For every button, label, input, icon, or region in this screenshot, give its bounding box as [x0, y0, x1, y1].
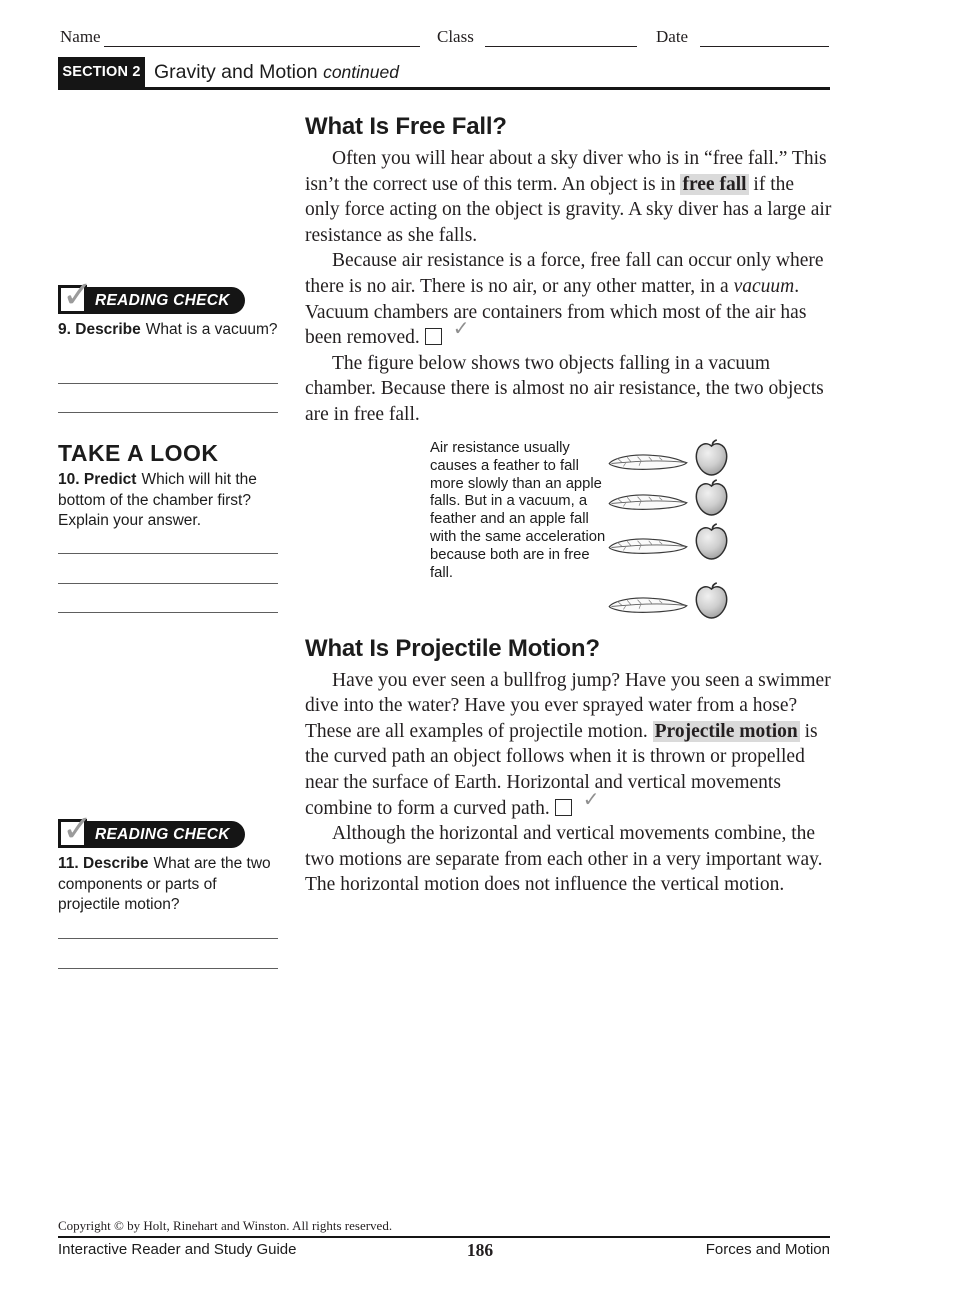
apple-icon [694, 581, 729, 619]
question-9-number: 9. [58, 321, 71, 338]
checkmark-icon: ✓ [452, 316, 470, 341]
checkbox-checked-icon [555, 786, 600, 816]
reading-check-label: READING CHECK [82, 821, 245, 848]
reading-check-badge-1 [58, 273, 245, 316]
answer-line[interactable] [58, 383, 278, 384]
paragraph [305, 146, 833, 248]
apple-icon [694, 438, 729, 476]
date-blank-line[interactable] [700, 46, 829, 47]
feather-icon [607, 592, 689, 618]
paragraph-text: . Vacuum chambers are containers from which most of the air has been removed. [305, 275, 807, 349]
question-11-number: 11. [58, 855, 79, 872]
falling-pair-row [607, 438, 729, 476]
vocab-term-free-fall: free fall [682, 173, 747, 195]
checkbox-icon [58, 273, 94, 316]
figure-caption: Air resistance usually causes a feather to fall more slowly than an apple falls. But in a vacuum, a feather and an apple fall with the same acceleration because both are in free fall. [430, 440, 606, 581]
checkbox-checked-icon [425, 316, 470, 345]
question-10-text: Which will hit the bottom of the chamber first? Explain your answer. [58, 471, 257, 529]
reading-check-badge-2 [58, 807, 245, 850]
name-label: Name [60, 27, 101, 46]
question-11 [58, 854, 279, 916]
question-9-verb: Describe [75, 321, 141, 338]
footer-rule [58, 1236, 830, 1238]
reading-check-label: READING CHECK [82, 287, 245, 314]
section-title-text: Gravity and Motion [154, 61, 318, 83]
question-10 [58, 470, 279, 532]
class-blank-line[interactable] [485, 46, 637, 47]
answer-line[interactable] [58, 583, 278, 584]
feather-icon [607, 449, 689, 475]
answer-line[interactable] [58, 612, 278, 613]
question-11-text: What are the two components or parts of projectile motion? [58, 855, 271, 913]
footer-book-title: Interactive Reader and Study Guide [58, 1241, 297, 1258]
question-9-text: What is a vacuum? [145, 321, 278, 338]
paragraph: The figure below shows two objects falling in a vacuum chamber. Because there is almost no air resistance, the two objects are in free fall. [305, 352, 824, 425]
checkmark-icon: ✓ [62, 273, 94, 316]
feather-icon [607, 533, 689, 559]
sidebar [58, 0, 279, 1289]
question-11-verb: Describe [83, 855, 149, 872]
free-fall-heading: What Is Free Fall? [305, 113, 507, 140]
paragraph [305, 668, 833, 822]
checkmark-icon: ✓ [582, 786, 600, 811]
footer-chapter-title: Forces and Motion [705, 1241, 830, 1258]
apple-icon [694, 522, 729, 560]
apple-icon [694, 478, 729, 516]
question-10-number: 10. [58, 471, 80, 488]
answer-line[interactable] [58, 938, 278, 939]
paragraph-text: Because air resistance is a force, free fall can occur only where there is no air. There is no air, or any other matter, in a [305, 250, 824, 297]
copyright-notice: Copyright © by Holt, Rinehart and Winston. All rights reserved. [58, 1218, 393, 1233]
page-number: 186 [466, 1240, 494, 1260]
question-10-verb: Predict [83, 471, 137, 488]
vocab-italic-vacuum: vacuum [733, 275, 795, 297]
paragraph-text: Have you ever seen a bullfrog jump? Have you seen a swimmer dive into the water? Have you ever sprayed water from a hose? These are all examples of projectile motion. [305, 669, 831, 742]
paragraph: Although the horizontal and vertical movements combine, the two motions are separate from each other in a very important way. The horizontal motion does not influence the vertical motion. [305, 823, 823, 896]
answer-line[interactable] [58, 968, 278, 969]
checkmark-icon: ✓ [62, 807, 94, 850]
falling-pair-row [607, 522, 729, 560]
feather-icon [607, 489, 689, 515]
class-label: Class [437, 27, 474, 46]
question-9 [58, 320, 279, 341]
section-continued-label: continued [323, 62, 399, 82]
answer-line[interactable] [58, 553, 278, 554]
section-badge: SECTION 2 [58, 57, 145, 87]
paragraph-text: is the curved path an object follows when it is thrown or propelled near the surface of Earth. Horizontal and vertical movements combine to form a curved path. [305, 720, 818, 819]
take-a-look-heading: TAKE A LOOK [58, 440, 219, 466]
falling-pair-row [607, 581, 729, 619]
vocab-term-projectile-motion: Projectile motion [654, 720, 798, 742]
falling-pair-row [607, 478, 729, 516]
date-label: Date [656, 27, 689, 46]
figure-illustration [607, 437, 745, 637]
projectile-heading: What Is Projectile Motion? [305, 634, 600, 662]
checkbox-icon [58, 807, 94, 850]
paragraph-text: Often you will hear about a sky diver who is in “free fall.” This isn’t the correct use of this term. An object is in [305, 148, 827, 195]
paragraph-text: if the only force acting on the object is gravity. A sky diver has a large air resistance as she falls. [305, 173, 832, 246]
paragraph [305, 248, 833, 350]
answer-line[interactable] [58, 412, 278, 413]
